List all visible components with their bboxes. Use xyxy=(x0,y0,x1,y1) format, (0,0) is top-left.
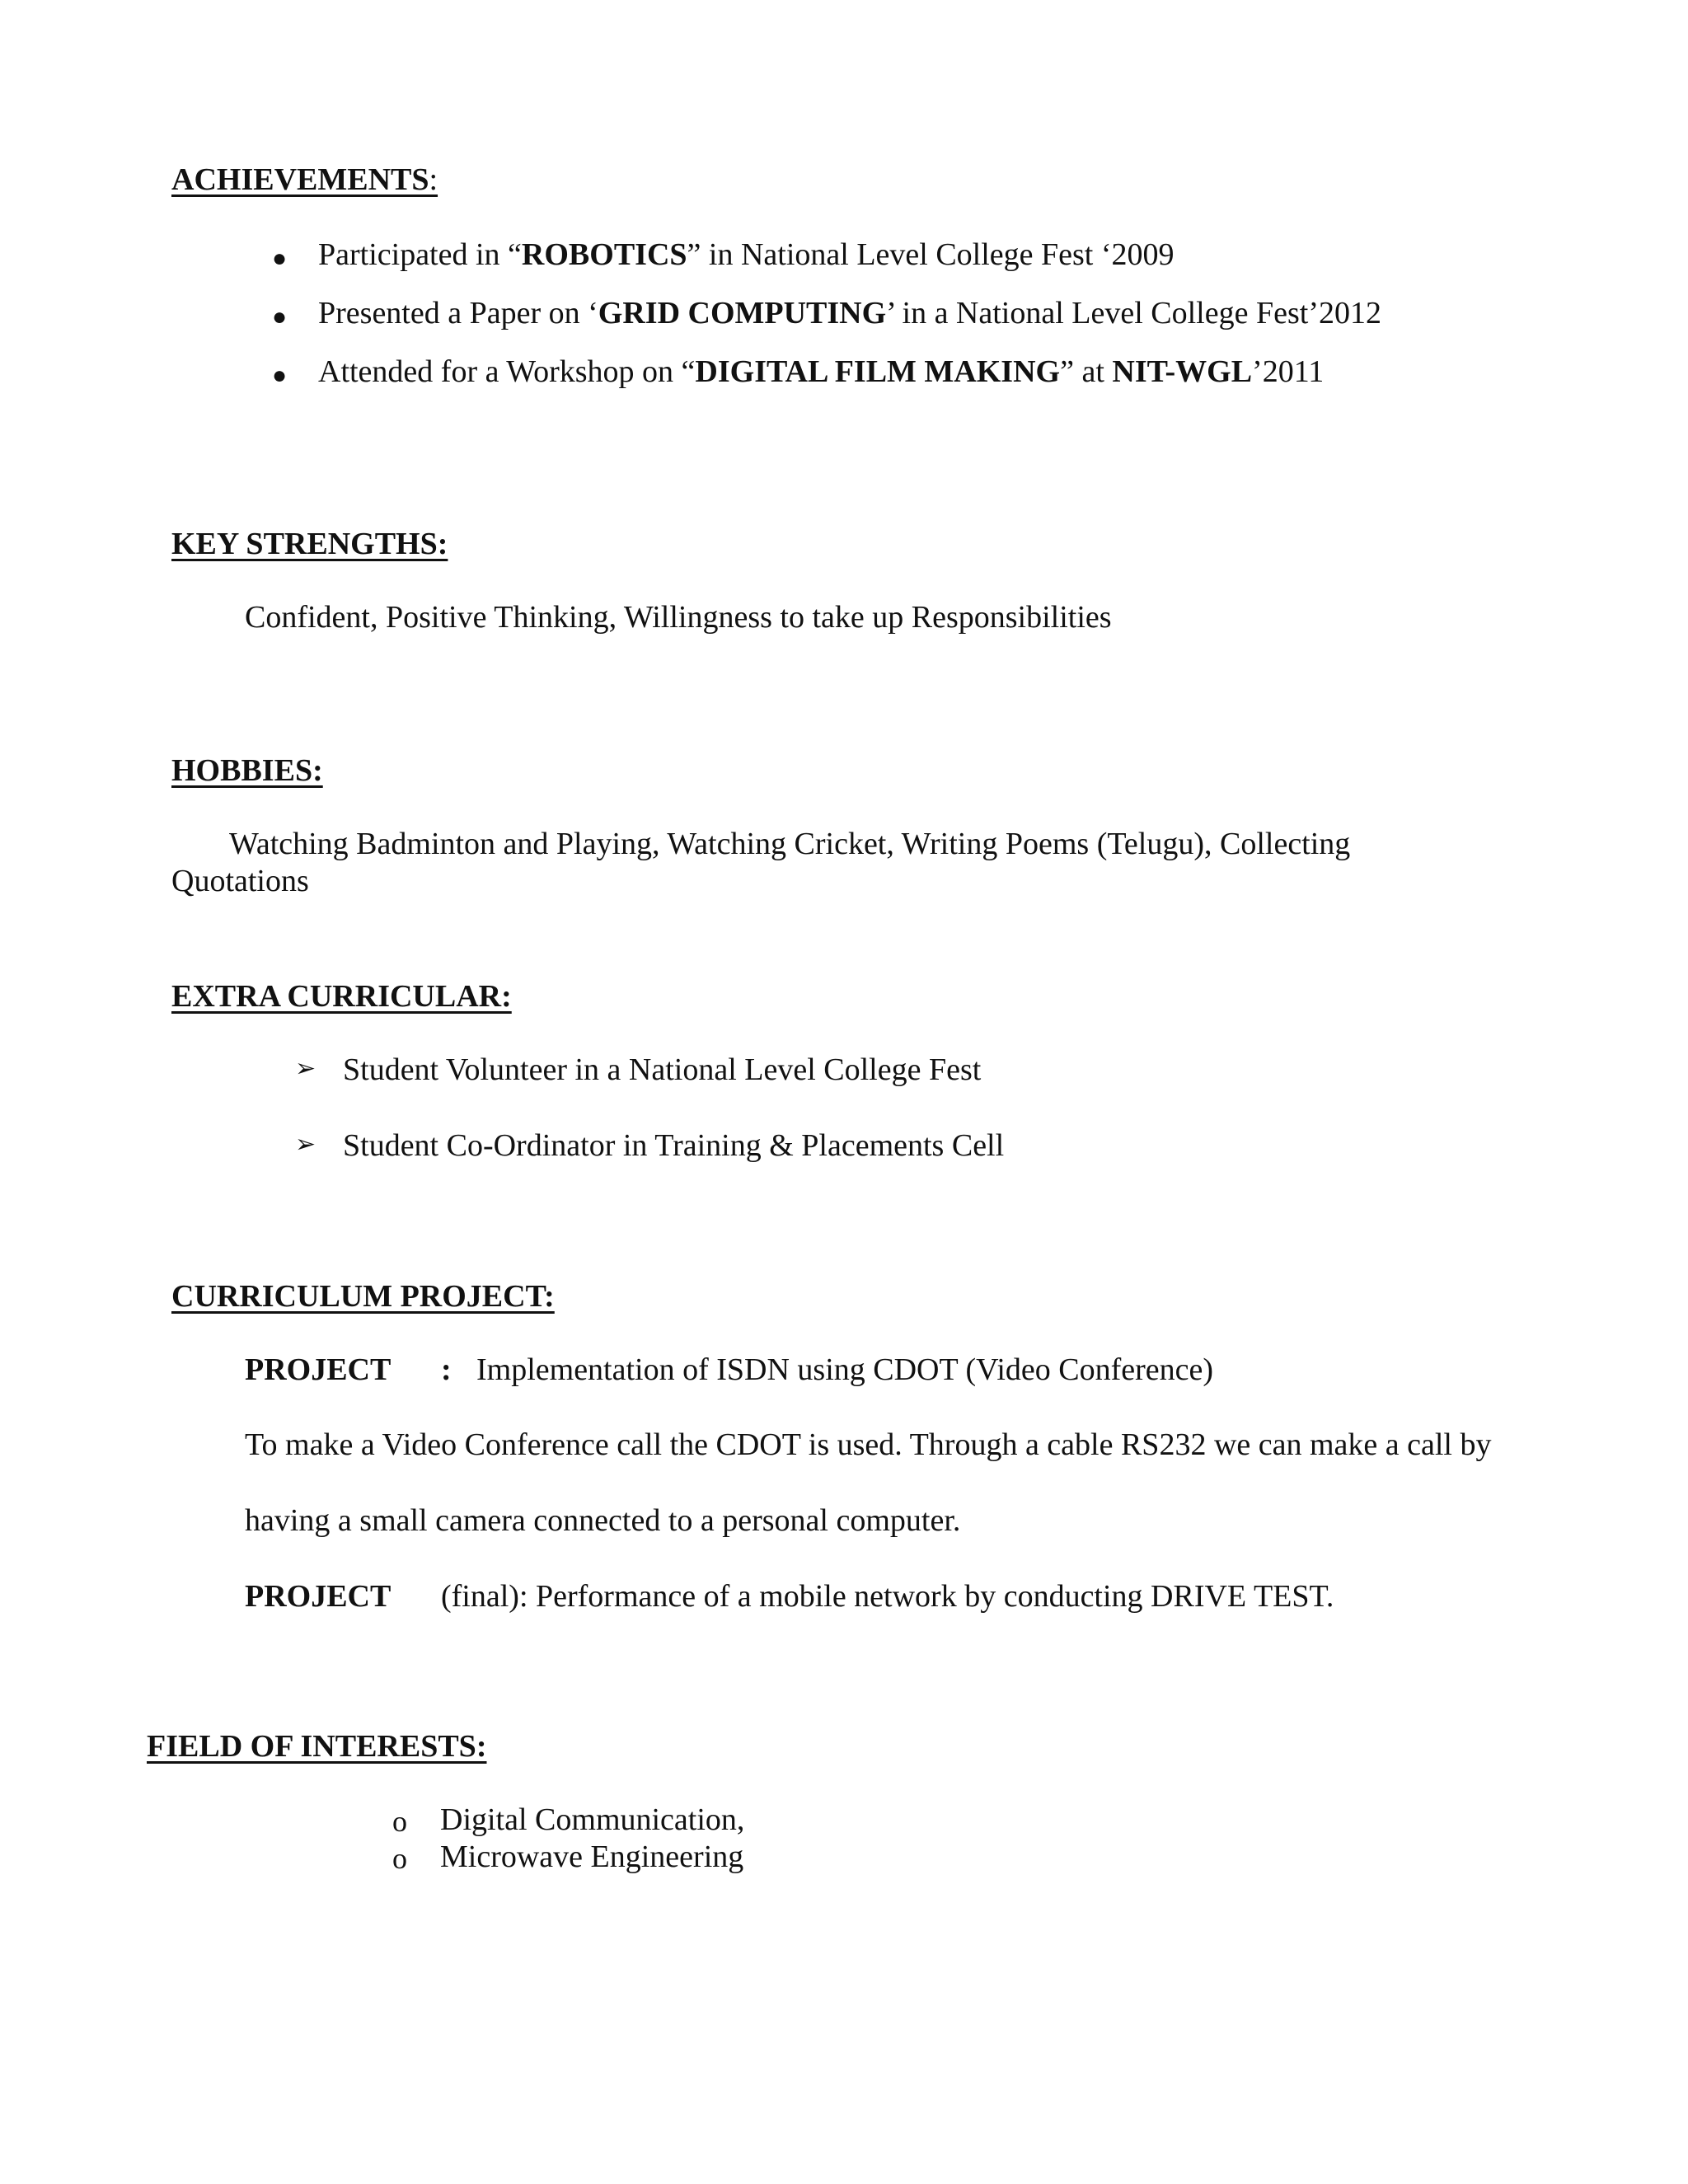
project-1-label: PROJECT xyxy=(245,1352,392,1387)
circle-bullet-icon: o xyxy=(392,1805,407,1838)
project-description-line2: having a small camera connected to a personal computer. xyxy=(245,1503,961,1538)
curriculum-project-heading: CURRICULUM PROJECT: xyxy=(171,1279,555,1314)
achievement-item: Presented a Paper on ‘GRID COMPUTING’ in a National Level College Fest’2012 xyxy=(318,296,1381,330)
circle-bullet-icon: o xyxy=(392,1842,407,1875)
bullet-icon: ● xyxy=(272,362,288,389)
arrow-bullet-icon: ➢ xyxy=(295,1055,316,1082)
interest-item: Microwave Engineering xyxy=(440,1840,744,1874)
field-of-interests-heading: FIELD OF INTERESTS: xyxy=(147,1729,487,1764)
achievement-item: Participated in “ROBOTICS” in National Level College Fest ‘2009 xyxy=(318,237,1175,272)
project-1-colon: : xyxy=(441,1352,452,1387)
key-strengths-text: Confident, Positive Thinking, Willingness to take up Responsibilities xyxy=(245,600,1112,635)
extra-curricular-heading: EXTRA CURRICULAR: xyxy=(171,979,512,1014)
hobbies-text-line1: Watching Badminton and Playing, Watching Cricket, Writing Poems (Telugu), Collecting xyxy=(229,827,1351,861)
project-2-text: (final): Performance of a mobile network by conducting DRIVE TEST. xyxy=(441,1579,1334,1614)
hobbies-heading: HOBBIES: xyxy=(171,753,323,788)
interest-item: Digital Communication, xyxy=(440,1802,745,1837)
project-2-label: PROJECT xyxy=(245,1579,392,1614)
arrow-bullet-icon: ➢ xyxy=(295,1131,316,1158)
project-1-text: Implementation of ISDN using CDOT (Video Conference) xyxy=(476,1352,1214,1387)
achievements-heading xyxy=(171,162,438,198)
extra-curricular-item: Student Volunteer in a National Level College Fest xyxy=(343,1052,982,1087)
project-description-line1: To make a Video Conference call the CDOT is used. Through a cable RS232 we can make a call by xyxy=(245,1427,1492,1462)
bullet-icon: ● xyxy=(272,245,288,272)
achievement-item: Attended for a Workshop on “DIGITAL FILM MAKING” at NIT-WGL’2011 xyxy=(318,354,1325,389)
hobbies-text-line2: Quotations xyxy=(171,864,309,898)
achievements-heading-text: ACHIEVEMENTS xyxy=(171,162,429,197)
key-strengths-heading: KEY STRENGTHS: xyxy=(171,527,448,561)
extra-curricular-item: Student Co-Ordinator in Training & Placements Cell xyxy=(343,1128,1005,1163)
bullet-icon: ● xyxy=(272,303,288,330)
achievements-heading-colon: : xyxy=(429,162,438,197)
project-1-line xyxy=(245,1352,391,1389)
